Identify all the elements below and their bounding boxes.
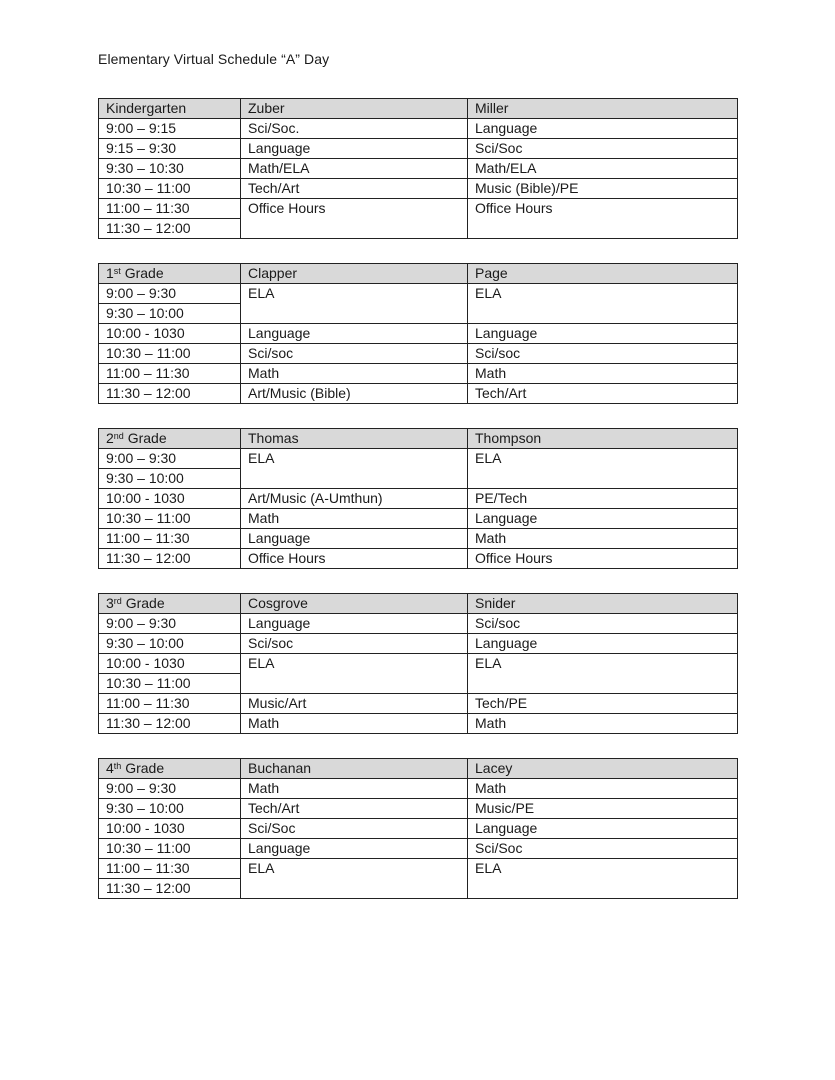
schedule-row <box>99 199 738 219</box>
teacher-name-header: Cosgrove <box>241 594 468 614</box>
time-slot-cell: 10:00 - 1030 <box>99 324 241 344</box>
class-subject-cell: Sci/soc <box>241 344 468 364</box>
time-slot-cell: 10:00 - 1030 <box>99 819 241 839</box>
teacher-name-header: Buchanan <box>241 759 468 779</box>
class-subject-cell: Tech/PE <box>468 694 738 714</box>
teacher-name-header: Lacey <box>468 759 738 779</box>
class-subject-cell: Music/Art <box>241 694 468 714</box>
grade-3-schedule-table <box>98 593 738 734</box>
time-slot-cell: 11:00 – 11:30 <box>99 364 241 384</box>
grade-header-cell <box>99 429 241 449</box>
grade-header-cell <box>99 594 241 614</box>
class-subject-cell: Art/Music (Bible) <box>241 384 468 404</box>
teacher-name-header: Thomas <box>241 429 468 449</box>
class-subject-cell: Language <box>468 324 738 344</box>
class-subject-cell: Music (Bible)/PE <box>468 179 738 199</box>
schedule-row <box>99 364 738 384</box>
class-subject-cell: Office Hours <box>241 549 468 569</box>
time-slot-cell: 9:30 – 10:00 <box>99 304 241 324</box>
class-subject-cell: Language <box>468 509 738 529</box>
time-slot-cell: 11:30 – 12:00 <box>99 549 241 569</box>
class-subject-cell: Sci/soc <box>468 614 738 634</box>
time-slot-cell: 9:30 – 10:00 <box>99 799 241 819</box>
class-subject-cell: Math <box>241 779 468 799</box>
grade-ordinal-suffix: nd <box>113 431 124 441</box>
class-subject-cell: Language <box>468 119 738 139</box>
class-subject-cell: ELA <box>468 654 738 694</box>
schedule-header-row <box>99 264 738 284</box>
schedule-row <box>99 179 738 199</box>
schedule-row <box>99 859 738 879</box>
class-subject-cell: Sci/Soc <box>468 839 738 859</box>
class-subject-cell: Music/PE <box>468 799 738 819</box>
class-subject-cell: Math/ELA <box>468 159 738 179</box>
class-subject-cell: ELA <box>241 654 468 694</box>
schedule-row <box>99 799 738 819</box>
class-subject-cell: Language <box>468 819 738 839</box>
class-subject-cell: Sci/Soc <box>468 139 738 159</box>
grade-header-cell <box>99 99 241 119</box>
class-subject-cell: Math <box>241 364 468 384</box>
time-slot-cell: 9:00 – 9:30 <box>99 614 241 634</box>
schedule-row <box>99 384 738 404</box>
time-slot-cell: 11:30 – 12:00 <box>99 879 241 899</box>
time-slot-cell: 9:30 – 10:00 <box>99 469 241 489</box>
schedule-row <box>99 324 738 344</box>
grade-label: 3 <box>106 595 114 611</box>
time-slot-cell: 10:30 – 11:00 <box>99 509 241 529</box>
class-subject-cell: Math <box>468 529 738 549</box>
schedule-row <box>99 779 738 799</box>
grade-header-cell <box>99 759 241 779</box>
class-subject-cell: Math <box>468 714 738 734</box>
time-slot-cell: 10:00 - 1030 <box>99 489 241 509</box>
time-slot-cell: 10:30 – 11:00 <box>99 839 241 859</box>
grade-word: Grade <box>121 760 165 776</box>
teacher-name-header: Page <box>468 264 738 284</box>
schedule-header-row <box>99 759 738 779</box>
grade-ordinal-suffix: th <box>113 761 122 771</box>
time-slot-cell: 11:30 – 12:00 <box>99 219 241 239</box>
class-subject-cell: Language <box>241 614 468 634</box>
schedule-row <box>99 694 738 714</box>
schedule-row <box>99 119 738 139</box>
class-subject-cell: ELA <box>468 859 738 899</box>
class-subject-cell: Office Hours <box>241 199 468 239</box>
schedule-header-row <box>99 99 738 119</box>
schedule-row <box>99 839 738 859</box>
schedule-row <box>99 549 738 569</box>
grade-word: Grade <box>120 265 164 281</box>
schedule-row <box>99 284 738 304</box>
kindergarten-schedule-table <box>98 98 738 239</box>
class-subject-cell: Sci/Soc <box>241 819 468 839</box>
time-slot-cell: 9:00 – 9:30 <box>99 779 241 799</box>
class-subject-cell: ELA <box>468 449 738 489</box>
class-subject-cell: Sci/soc <box>241 634 468 654</box>
class-subject-cell: Art/Music (A-Umthun) <box>241 489 468 509</box>
class-subject-cell: Math <box>241 509 468 529</box>
grade-header-cell <box>99 264 241 284</box>
teacher-name-header: Miller <box>468 99 738 119</box>
schedule-row <box>99 489 738 509</box>
class-subject-cell: Tech/Art <box>241 179 468 199</box>
document-title: Elementary Virtual Schedule “A” Day <box>98 51 330 67</box>
class-subject-cell: ELA <box>468 284 738 324</box>
time-slot-cell: 9:30 – 10:00 <box>99 634 241 654</box>
teacher-name-header: Thompson <box>468 429 738 449</box>
schedule-header-row <box>99 594 738 614</box>
time-slot-cell: 9:00 – 9:15 <box>99 119 241 139</box>
grade-4-schedule-table <box>98 758 738 899</box>
grade-ordinal-suffix: st <box>113 266 121 276</box>
schedule-row <box>99 139 738 159</box>
time-slot-cell: 11:00 – 11:30 <box>99 529 241 549</box>
grade-label: 2 <box>106 430 114 446</box>
grade-2-schedule-table <box>98 428 738 569</box>
class-subject-cell: Office Hours <box>468 549 738 569</box>
class-subject-cell: Math/ELA <box>241 159 468 179</box>
class-subject-cell: Language <box>241 324 468 344</box>
time-slot-cell: 9:00 – 9:30 <box>99 449 241 469</box>
class-subject-cell: Language <box>241 139 468 159</box>
grade-label: Kindergarten <box>106 100 187 116</box>
time-slot-cell: 11:30 – 12:00 <box>99 384 241 404</box>
grade-ordinal-suffix: rd <box>113 596 122 606</box>
teacher-name-header: Snider <box>468 594 738 614</box>
schedule-row <box>99 654 738 674</box>
time-slot-cell: 9:15 – 9:30 <box>99 139 241 159</box>
time-slot-cell: 10:30 – 11:00 <box>99 179 241 199</box>
class-subject-cell: PE/Tech <box>468 489 738 509</box>
grade-label: 1 <box>106 265 114 281</box>
class-subject-cell: Sci/soc <box>468 344 738 364</box>
class-subject-cell: Math <box>468 364 738 384</box>
time-slot-cell: 10:30 – 11:00 <box>99 344 241 364</box>
grade-label: 4 <box>106 760 114 776</box>
class-subject-cell: Language <box>468 634 738 654</box>
class-subject-cell: Math <box>468 779 738 799</box>
time-slot-cell: 11:00 – 11:30 <box>99 199 241 219</box>
class-subject-cell: Sci/Soc. <box>241 119 468 139</box>
schedule-header-row <box>99 429 738 449</box>
schedule-row <box>99 819 738 839</box>
teacher-name-header: Zuber <box>241 99 468 119</box>
schedule-row <box>99 449 738 469</box>
class-subject-cell: ELA <box>241 449 468 489</box>
class-subject-cell: Tech/Art <box>468 384 738 404</box>
grade-1-schedule-table <box>98 263 738 404</box>
time-slot-cell: 9:30 – 10:30 <box>99 159 241 179</box>
grade-word: Grade <box>123 430 167 446</box>
teacher-name-header: Clapper <box>241 264 468 284</box>
class-subject-cell: Tech/Art <box>241 799 468 819</box>
class-subject-cell: ELA <box>241 859 468 899</box>
class-subject-cell: ELA <box>241 284 468 324</box>
time-slot-cell: 9:00 – 9:30 <box>99 284 241 304</box>
class-subject-cell: Language <box>241 529 468 549</box>
schedule-row <box>99 509 738 529</box>
time-slot-cell: 11:00 – 11:30 <box>99 859 241 879</box>
time-slot-cell: 11:30 – 12:00 <box>99 714 241 734</box>
schedule-row <box>99 159 738 179</box>
schedule-row <box>99 529 738 549</box>
class-subject-cell: Language <box>241 839 468 859</box>
time-slot-cell: 10:00 - 1030 <box>99 654 241 674</box>
schedule-row <box>99 634 738 654</box>
schedule-row <box>99 614 738 634</box>
time-slot-cell: 11:00 – 11:30 <box>99 694 241 714</box>
grade-word: Grade <box>121 595 165 611</box>
schedule-row <box>99 714 738 734</box>
class-subject-cell: Math <box>241 714 468 734</box>
schedule-row <box>99 344 738 364</box>
time-slot-cell: 10:30 – 11:00 <box>99 674 241 694</box>
class-subject-cell: Office Hours <box>468 199 738 239</box>
